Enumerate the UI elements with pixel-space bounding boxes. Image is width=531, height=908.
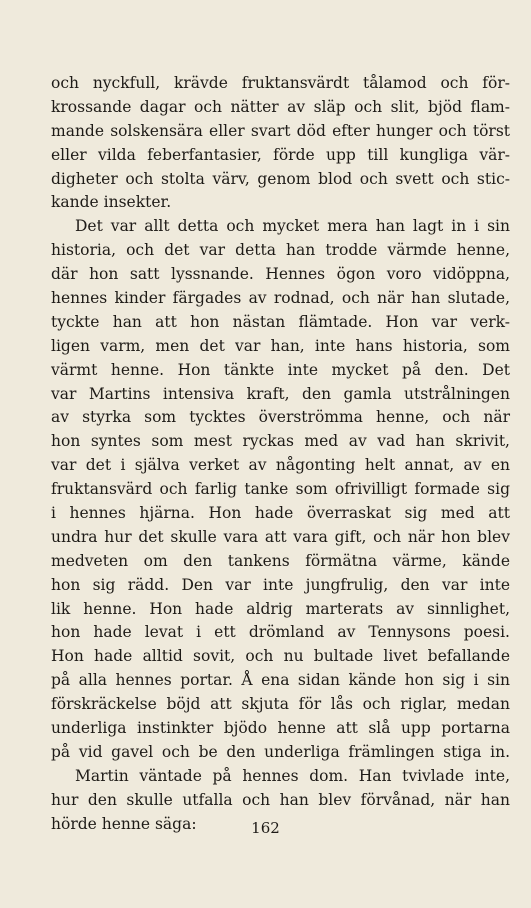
text-line: på vid gavel och be den underliga främlingen stiga in.: [51, 742, 510, 761]
text-line: mande solskensära eller svart död efter hunger och törst: [51, 121, 510, 140]
text-line: undra hur det skulle vara att vara gift, och när hon blev: [51, 527, 510, 546]
text-line: digheter och stolta värv, genom blod och svett och stic-: [51, 169, 510, 188]
text-line: förskräckelse böjd att skjuta för lås och riglar, medan: [51, 695, 510, 714]
text-line: var Martins intensiva kraft, den gamla utstrålningen: [51, 384, 510, 403]
text-line: och nyckfull, krävde fruktansvärdt tålamod och för-: [51, 74, 510, 92]
text-line: hörde henne säga:: [51, 814, 197, 833]
page-number: 162: [251, 819, 280, 837]
text-line: krossande dagar och nätter av släp och slit, bjöd flam-: [51, 97, 510, 116]
text-line: hur den skulle utfalla och han blev förvånad, när han: [51, 790, 510, 809]
text-line: underliga instinkter bjödo henne att slå upp portarna: [51, 719, 510, 738]
text-line: på alla hennes portar. Å ena sidan kände hon sig i sin: [51, 671, 510, 690]
text-line: historia, och det var detta han trodde värmde henne,: [51, 241, 510, 260]
body-text: [51, 72, 510, 837]
text-line: värmt henne. Hon tänkte inte mycket på den. Det: [51, 360, 510, 379]
text-line: ligen varm, men det var han, inte hans historia, som: [51, 336, 510, 355]
text-line: hon sig rädd. Den var inte jungfrulig, den var inte: [51, 575, 510, 594]
text-line: av styrka som tycktes överströmma henne, och när: [51, 408, 510, 427]
text-line: var det i själva verket av någonting helt annat, av en: [51, 456, 510, 475]
text-line: lik henne. Hon hade aldrig marterats av sinnlighet,: [51, 599, 510, 618]
text-line: tyckte han att hon nästan flämtade. Hon var verk-: [51, 312, 510, 331]
text-line: fruktansvärd och farlig tanke som ofrivilligt formade sig: [51, 480, 510, 499]
text-line: hennes kinder färgades av rodnad, och när han slutade,: [51, 289, 510, 308]
text-line: Hon hade alltid sovit, och nu bultade livet befallande: [51, 647, 510, 666]
text-line: medveten om den tankens förmätna värme, kände: [51, 551, 510, 570]
text-line: Martin väntade på hennes dom. Han tvivlade inte,: [75, 766, 510, 785]
text-line: hon syntes som mest ryckas med av vad han skrivit,: [51, 432, 510, 451]
text-line: i hennes hjärna. Hon hade överraskat sig med att: [51, 504, 510, 523]
text-line: hon hade levat i ett drömland av Tennysons poesi.: [51, 623, 510, 642]
text-line: där hon satt lyssnande. Hennes ögon voro vidöppna,: [51, 265, 510, 284]
text-line: kande insekter.: [51, 193, 172, 212]
text-line: eller vilda feberfantasier, förde upp till kungliga vär-: [51, 145, 510, 164]
text-line: Det var allt detta och mycket mera han lagt in i sin: [75, 217, 510, 236]
